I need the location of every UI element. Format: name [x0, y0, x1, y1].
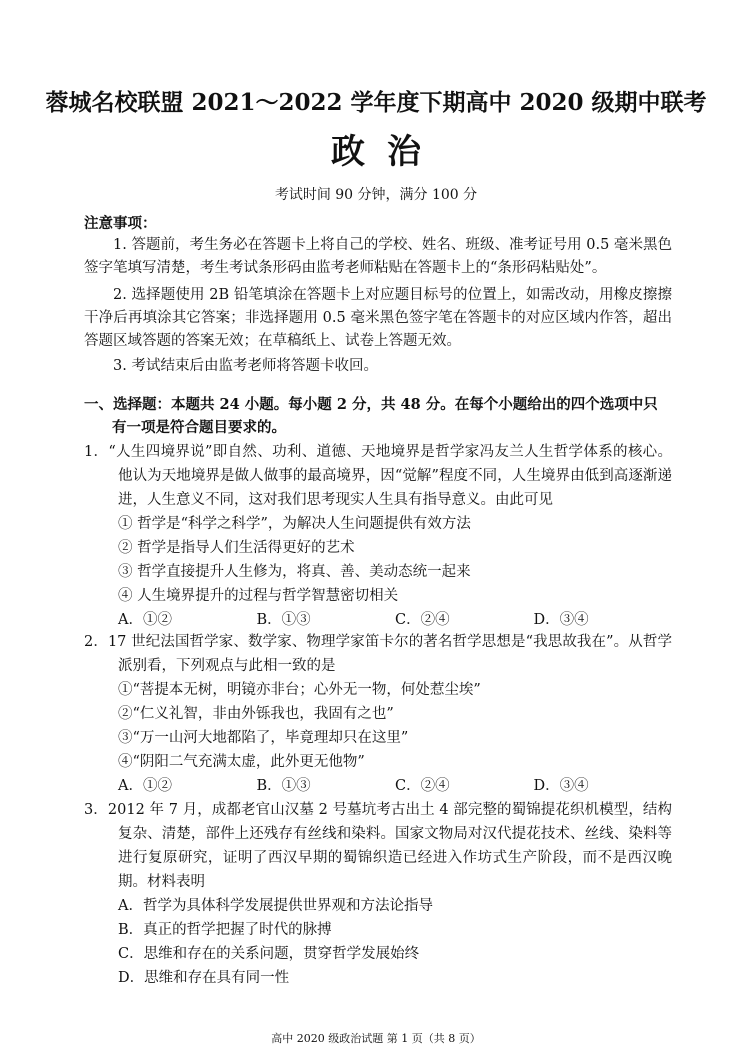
choice-d: D．③④ [533, 778, 589, 794]
question-option: A．哲学为具体科学发展提供世界观和方法论指导 [118, 898, 433, 914]
answer-choices [84, 608, 672, 632]
choice-b: B．①③ [256, 612, 311, 628]
question-option: ② 哲学是指导人们生活得更好的艺术 [118, 540, 355, 556]
section-heading-line2: 有一项是符合题目要求的。 [112, 419, 286, 436]
answer-choices [84, 774, 672, 798]
question-option: C．思维和存在的关系问题，贯穿哲学发展始终 [118, 946, 420, 962]
exam-info: 考试时间 90 分钟，满分 100 分 [274, 187, 478, 203]
choice-c: C．②④ [395, 778, 450, 794]
notice-item-2: 2. 选择题使用 2B 铅笔填涂在答题卡上对应题目标号的位置上，如需改动，用橡皮擦擦干净后再填涂其它答案；非选择题用 0.5 毫米黑色签字笔在答题卡的对应区域内作答，超出答题区域答题的答案无效；在草稿纸上、试卷上答题无效。 [84, 287, 672, 349]
question-option: B．真正的哲学把握了时代的脉搏 [118, 922, 332, 938]
question-option: ④ 人生境界提升的过程与哲学智慧密切相关 [118, 588, 399, 604]
subject-title: 政治 [331, 132, 443, 172]
question-stem: 1．“人生四境界说”即自然、功利、道德、天地境界是哲学家冯友兰人生哲学体系的核心。他认为天地境界是做人做事的最高境界，因“觉解”程度不同，人生境界由低到高逐渐递进，人生意义不同，这对我们思考现实人生具有指导意义。由此可见 [84, 444, 672, 508]
exam-title: 蓉城名校联盟 2021～2022 学年度下期高中 2020 级期中联考 [45, 89, 707, 116]
choice-c: C．②④ [395, 612, 450, 628]
notice-item-3: 3. 考试结束后由监考老师将答题卡收回。 [113, 358, 378, 374]
question-1 [84, 440, 672, 632]
question-option: ①“菩提本无树，明镜亦非台；心外无一物，何处惹尘埃” [118, 682, 481, 698]
choice-a: A．①② [118, 612, 172, 628]
question-option: ②“仁义礼智，非由外铄我也，我固有之也” [118, 706, 394, 722]
notice-heading: 注意事项： [84, 215, 157, 232]
section-heading [84, 393, 672, 439]
question-option: ④“阴阳二气充满太虚，此外更无他物” [118, 754, 365, 770]
question-option: ③“万一山河大地都陷了，毕竟理却只在这里” [118, 730, 409, 746]
question-option: D．思维和存在具有同一性 [118, 970, 290, 986]
notice-item-1: 1. 答题前，考生务必在答题卡上将自己的学校、姓名、班级、准考证号用 0.5 毫米黑色签字笔填写清楚，考生考试条形码由监考老师粘贴在答题卡上的“条形码粘贴处”。 [84, 237, 672, 276]
section-heading-line1: 一、选择题：本题共 24 小题。每小题 2 分，共 48 分。在每个小题给出的四个选项中只 [84, 396, 658, 413]
question-2 [84, 630, 672, 798]
page-footer: 高中 2020 级政治试题 第 1 页（共 8 页） [271, 1032, 481, 1045]
choice-a: A．①② [118, 778, 172, 794]
choice-d: D．③④ [533, 612, 589, 628]
choice-b: B．①③ [256, 778, 311, 794]
question-option: ③ 哲学直接提升人生修为，将真、善、美动态统一起来 [118, 564, 471, 580]
question-stem: 3．2012 年 7 月，成都老官山汉墓 2 号墓坑考古出土 4 部完整的蜀锦提花织机模型，结构复杂、清楚，部件上还残存有丝线和染料。国家文物局对汉代提花技术、丝线、染料等进行复原研究，证明了西汉早期的蜀锦织造已经进入作坊式生产阶段，而不是西汉晚期。材料表明 [84, 802, 672, 890]
question-option: ① 哲学是“科学之科学”，为解决人生问题提供有效方法 [118, 516, 471, 532]
question-stem: 2．17 世纪法国哲学家、数学家、物理学家笛卡尔的著名哲学思想是“我思故我在”。从哲学派别看，下列观点与此相一致的是 [84, 634, 672, 674]
question-3 [84, 798, 672, 990]
